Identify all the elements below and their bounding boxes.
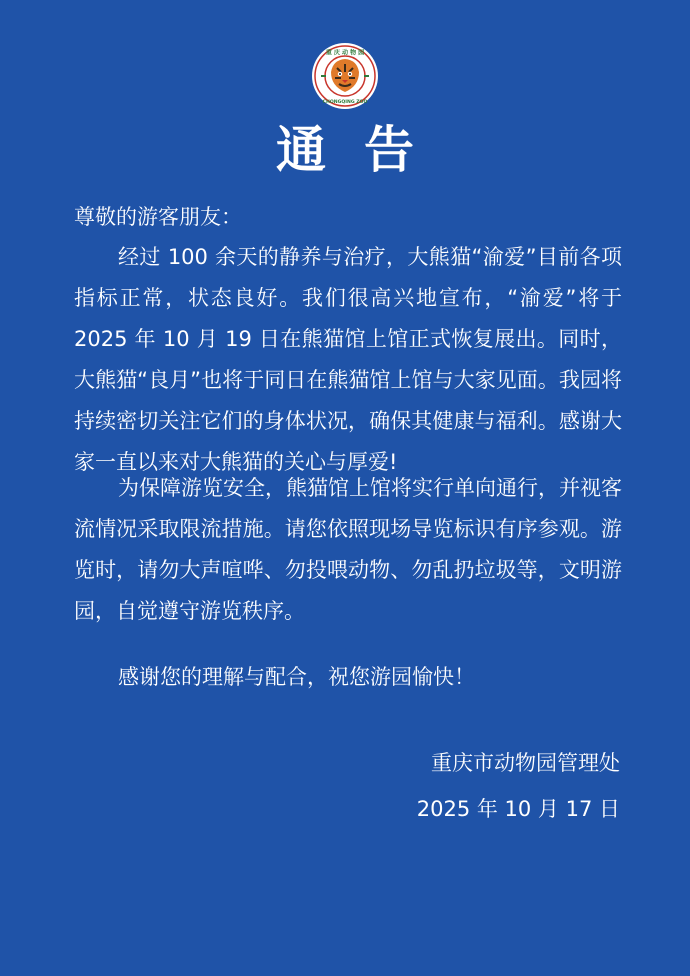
- notice-title: 通告: [276, 121, 452, 179]
- closing-thanks: 感谢您的理解与配合，祝您游园愉快！: [118, 665, 475, 689]
- salutation: 尊敬的游客朋友：: [74, 205, 242, 229]
- logo-text-top: 重 庆 动 物 园: [325, 49, 365, 57]
- issuer-signature: 重庆市动物园管理处: [431, 751, 620, 775]
- paragraph-2: 为保障游览安全，熊猫馆上馆将实行单向通行，并视客流情况采取限流措施。请您依照现场导览标识有序参观。游览时，请勿大声喧哗、勿投喂动物、勿乱扔垃圾等，文明游园，自觉遵守游览秩序。: [74, 476, 622, 623]
- logo-text-bottom: CHONGQING ZOO: [322, 100, 368, 105]
- issue-date: 2025 年 10 月 17 日: [416, 797, 620, 821]
- zoo-logo-icon: [311, 42, 379, 110]
- paragraph-1: 经过 100 余天的静养与治疗，大熊猫“渝爱”目前各项指标正常，状态良好。我们很高兴地宣布，“渝爱”将于 2025 年 10 月 19 日在熊猫馆上馆正式恢复展出。同时，大熊猫“良月”也将于同日在熊猫馆上馆与大家见面。我园将持续密切关注它们的身体状况，确保其健康与福利。感谢大家一直以来对大熊猫的关心与厚爱!: [74, 245, 622, 474]
